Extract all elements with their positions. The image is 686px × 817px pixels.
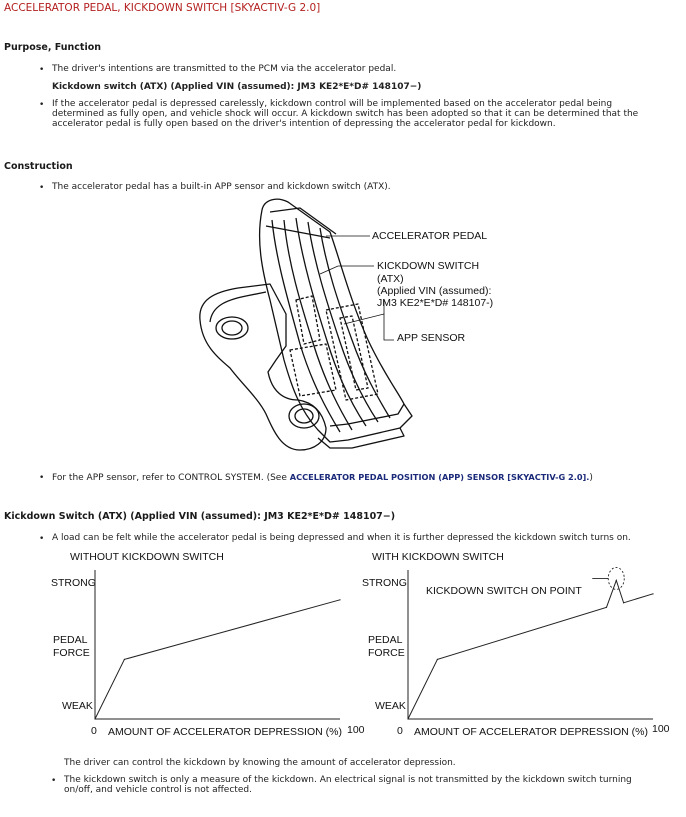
- chart1-plot: [90, 565, 350, 725]
- chart2-point: [616, 580, 617, 581]
- chart2-plot: [403, 565, 663, 725]
- page-title: ACCELERATOR PEDAL, KICKDOWN SWITCH [SKYACTIV-G 2.0]: [4, 2, 321, 14]
- label-kickdown-switch: KICKDOWN SWITCH: [377, 260, 480, 272]
- chart2-ylabel-line1: PEDAL: [368, 634, 403, 646]
- kickdown-note: The driver can control the kickdown by knowing the amount of accelerator depression.: [64, 758, 456, 768]
- kickdown-bullet-1: A load can be felt while the accelerator pedal is being depressed and when it is further depressed the kickdown switch turns on.: [52, 533, 631, 543]
- chart1-point: [124, 659, 125, 660]
- chart1-y-bottom-label: WEAK: [62, 700, 93, 712]
- chart1-point: [94, 718, 95, 719]
- chart2-title: WITH KICKDOWN SWITCH: [372, 551, 504, 563]
- label-kickdown-atx: (ATX): [377, 273, 404, 285]
- chart2-x-min: 0: [397, 725, 403, 737]
- kickdown-on-point-label: KICKDOWN SWITCH ON POINT: [426, 585, 582, 597]
- bullet-dot: •: [39, 65, 45, 75]
- chart1-ylabel-line2: FORCE: [53, 647, 90, 659]
- bullet-2-prefix: For the APP sensor, refer to CONTROL SYSTEM. (See: [52, 473, 290, 483]
- chart2-point: [606, 607, 607, 608]
- bullet-dot: •: [39, 183, 45, 193]
- bullet-dot: •: [39, 534, 45, 544]
- chart1-ylabel-line1: PEDAL: [53, 634, 88, 646]
- chart2-series-line: [408, 580, 653, 719]
- construction-bullet-2: [52, 472, 593, 483]
- chart2-ylabel-line2: FORCE: [368, 647, 405, 659]
- chart1-series-line: [95, 600, 340, 719]
- chart1-point: [339, 599, 340, 600]
- chart1-xlabel: AMOUNT OF ACCELERATOR DEPRESSION (%): [108, 726, 342, 738]
- construction-bullet-1: The accelerator pedal has a built-in APP sensor and kickdown switch (ATX).: [52, 182, 391, 192]
- bullet-2-suffix: ): [589, 473, 593, 483]
- chart2-x-max: 100: [652, 723, 670, 735]
- label-accelerator-pedal: ACCELERATOR PEDAL: [372, 230, 488, 242]
- chart2-point: [407, 718, 408, 719]
- chart1-x-min: 0: [91, 725, 97, 737]
- chart1-y-top-label: STRONG: [51, 577, 96, 589]
- bullet-dot: •: [51, 776, 57, 786]
- chart2-y-top-label: STRONG: [362, 577, 407, 589]
- construction-heading: Construction: [4, 161, 73, 172]
- chart2-point: [652, 593, 653, 594]
- purpose-bullet-2: If the accelerator pedal is depressed carelessly, kickdown control will be implemented based on the accelerator pedal being determined as fully open, and vehicle shock will occur. A kickdown switch has been adopted so that it can be determined that the accelerator pedal is fully open based on the driver's intention of depressing the accelerator pedal for kickdown.: [52, 99, 639, 129]
- kickdown-subheading: Kickdown switch (ATX) (Applied VIN (assumed): JM3 KE2*E*D# 148107−): [52, 82, 422, 92]
- chart2-point: [437, 659, 438, 660]
- kickdown-bullet-2: The kickdown switch is only a measure of the kickdown. An electrical signal is not transmitted by the kickdown switch turning on/off, and vehicle control is not affected.: [64, 775, 632, 795]
- kickdown-heading: Kickdown Switch (ATX) (Applied VIN (assumed): JM3 KE2*E*D# 148107−): [4, 511, 396, 522]
- chart1-x-max: 100: [347, 724, 365, 736]
- label-kickdown-vin: (Applied VIN (assumed):: [377, 285, 492, 297]
- app-sensor-link[interactable]: ACCELERATOR PEDAL POSITION (APP) SENSOR [SKYACTIV-G 2.0].: [289, 472, 590, 482]
- bullet-dot: •: [39, 100, 45, 110]
- label-app-sensor: APP SENSOR: [397, 332, 466, 344]
- bullet-dot: •: [39, 473, 45, 483]
- purpose-bullet-1: The driver's intentions are transmitted to the PCM via the accelerator pedal.: [52, 64, 397, 74]
- kickdown-on-point-marker: [608, 567, 624, 589]
- chart2-point: [623, 602, 624, 603]
- purpose-heading: Purpose, Function: [4, 42, 102, 53]
- chart2-xlabel: AMOUNT OF ACCELERATOR DEPRESSION (%): [414, 726, 648, 738]
- chart2-y-bottom-label: WEAK: [375, 700, 406, 712]
- chart1-title: WITHOUT KICKDOWN SWITCH: [70, 551, 224, 563]
- label-kickdown-vin-number: JM3 KE2*E*D# 148107-): [377, 297, 494, 309]
